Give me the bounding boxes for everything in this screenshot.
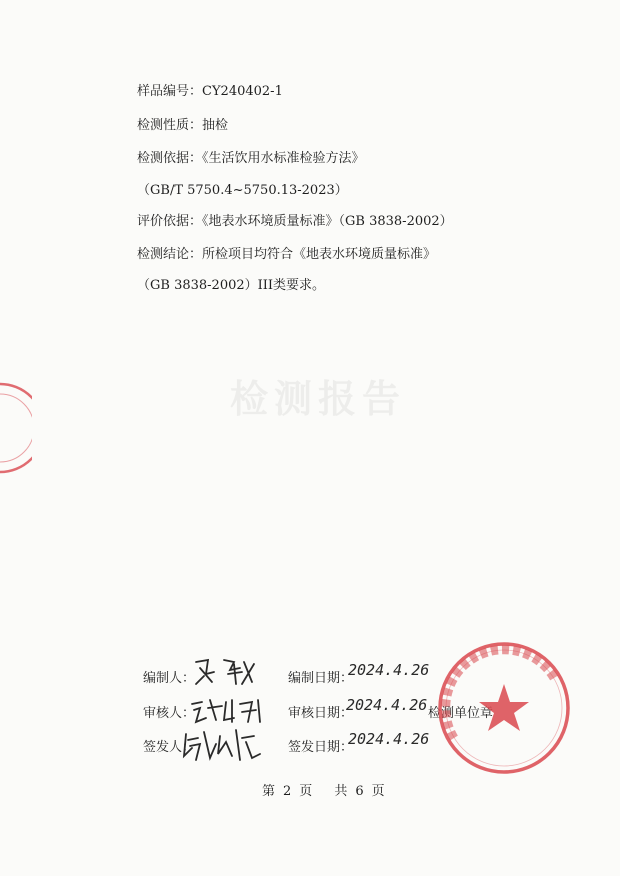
conclusion-continuation: （GB 3838-2002）III类要求。 (137, 278, 326, 293)
total-suffix: 页 (371, 784, 385, 799)
issue-date-label: 签发日期： (288, 740, 354, 755)
page-indicator (262, 780, 393, 799)
test-basis-value: 《生活饮用水标准检验方法》 (202, 151, 365, 166)
page-prefix: 第 (262, 784, 276, 799)
bleed-through-title: 检测报告 (230, 377, 407, 421)
page-number: 2 (283, 784, 292, 799)
test-basis-row (137, 147, 365, 166)
page-suffix: 页 (299, 784, 313, 799)
sample-number-row (137, 80, 283, 99)
issuer-signature-icon (180, 724, 264, 766)
partial-seal-icon (0, 380, 32, 476)
test-basis-continuation: （GB/T 5750.4~5750.13-2023） (137, 183, 348, 198)
sample-number-value: CY240402-1 (202, 84, 283, 99)
conclusion-value: 所检项目均符合《地表水环境质量标准》 (202, 247, 437, 262)
evaluation-basis-row (137, 210, 453, 229)
compile-date-value: 2024.4.26 (348, 661, 430, 679)
reviewer-label: 审核人： (143, 706, 196, 721)
issuer-label: 签发人： (143, 740, 196, 755)
review-date-label: 审核日期： (288, 706, 354, 721)
sample-number-label: 样品编号： (137, 84, 203, 99)
compiler-label: 编制人： (143, 671, 196, 686)
compiler-signature-icon (190, 652, 266, 688)
compile-date-label: 编制日期： (288, 671, 354, 686)
test-basis-label: 检测依据： (137, 151, 203, 166)
official-seal-icon (434, 638, 574, 778)
issue-date-value: 2024.4.26 (348, 730, 430, 748)
total-prefix: 共 (334, 784, 348, 799)
review-date-value: 2024.4.26 (346, 696, 428, 714)
test-nature-value: 抽检 (202, 118, 229, 133)
conclusion-label: 检测结论： (137, 247, 203, 262)
total-pages: 6 (355, 784, 364, 799)
reviewer-signature-icon (188, 692, 268, 726)
evaluation-basis-value: 《地表水环境质量标准》（GB 3838-2002） (202, 214, 453, 229)
test-nature-label: 检测性质： (137, 118, 203, 133)
conclusion-row (137, 243, 436, 262)
test-nature-row (137, 114, 228, 133)
seal-label: 检测单位章 (428, 706, 494, 721)
evaluation-basis-label: 评价依据： (137, 214, 203, 229)
